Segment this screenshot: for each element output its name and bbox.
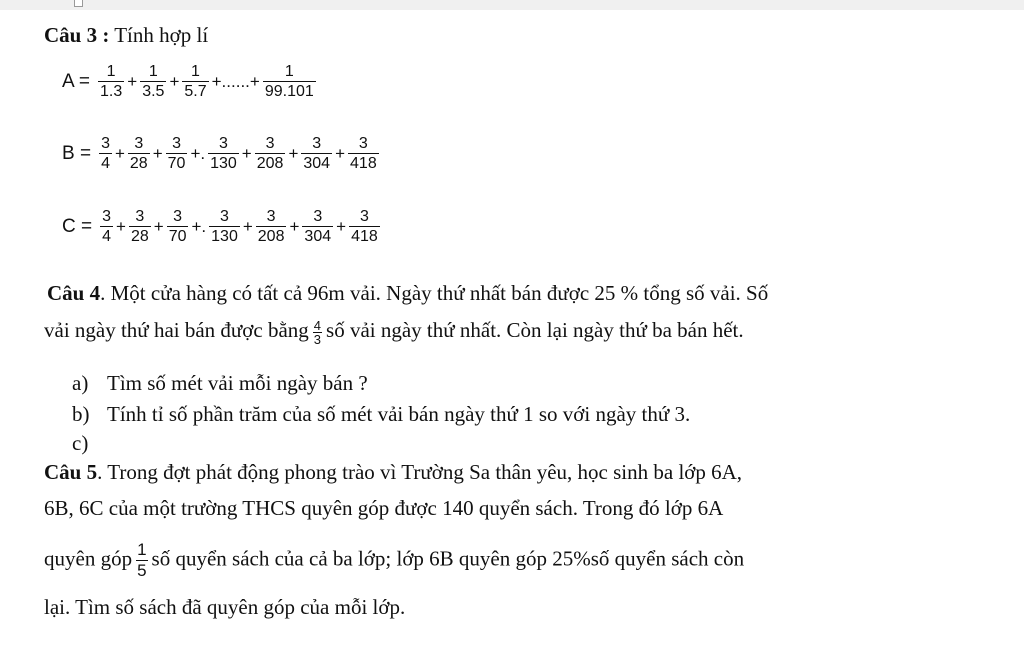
plus-operator: +	[241, 143, 252, 163]
fraction-term	[166, 134, 188, 173]
equation-a	[62, 62, 318, 101]
fraction-numerator: 3	[134, 135, 144, 152]
q3-title-text: Tính hợp lí	[109, 23, 209, 47]
q5-line-4: lại. Tìm số sách đã quyên góp của mỗi lớp.	[44, 595, 406, 619]
fraction-numerator: 3	[359, 208, 369, 225]
top-toolbar-strip	[0, 0, 1024, 10]
fraction-numerator: 3	[218, 135, 228, 152]
fraction-term	[128, 134, 150, 173]
window-handle-icon	[74, 0, 83, 7]
fraction-numerator: 3	[172, 135, 181, 152]
plus-operator: +.	[191, 216, 207, 236]
fraction-denominator: 70	[167, 155, 186, 172]
item-label: c)	[72, 431, 89, 455]
plus-operator: +	[127, 71, 138, 91]
fraction-denominator: 5	[137, 561, 147, 580]
plus-operator: +	[242, 216, 253, 236]
fraction-numerator: 4	[313, 317, 322, 333]
fraction-numerator: 3	[313, 208, 323, 225]
fraction-denominator: 304	[304, 228, 332, 245]
fraction-denominator: 304	[303, 155, 331, 172]
fraction-numerator: 1	[284, 63, 294, 80]
plus-operator: +	[152, 143, 163, 163]
plus-operator: +	[335, 143, 346, 163]
q4-item-b	[72, 401, 690, 427]
fraction-term	[349, 207, 380, 246]
fraction-numerator: 1	[148, 63, 158, 80]
q4-line-1	[47, 280, 768, 306]
item-text: Tìm số mét vải mỗi ngày bán ?	[107, 371, 368, 395]
fraction-denominator: 130	[211, 228, 238, 245]
item-label: b)	[72, 402, 90, 426]
q4-line-2-after: số vải ngày thứ nhất. Còn lại ngày thứ ba bán hết.	[326, 318, 744, 342]
fraction-term	[301, 134, 332, 173]
plus-operator: +.	[190, 143, 206, 163]
q5-title-label: Câu 5	[44, 460, 98, 484]
fraction-term	[209, 207, 240, 246]
fraction-numerator: 3	[173, 208, 183, 225]
equation-label: C =	[62, 215, 93, 237]
plus-operator: +	[114, 143, 125, 163]
fraction-numerator: 1	[191, 63, 200, 80]
fraction-denominator: 3.5	[142, 83, 165, 100]
fraction-term	[167, 207, 189, 246]
fraction-numerator: 3	[358, 135, 368, 152]
q3-title-label: Câu 3 :	[44, 23, 110, 47]
q4-title-label: Câu 4	[47, 281, 101, 305]
q4-line-1-text: . Một cửa hàng có tất cả 96m vải. Ngày thứ nhất bán được 25 % tổng số vải. Số	[100, 281, 769, 305]
fraction-numerator: 3	[135, 208, 145, 225]
fraction-numerator: 3	[265, 135, 275, 152]
q4-item-c	[72, 430, 107, 456]
fraction-term	[98, 62, 124, 101]
fraction-denominator: 1.3	[100, 83, 123, 100]
plus-operator: +	[116, 216, 126, 236]
fraction-term	[140, 62, 166, 101]
fraction-denominator: 418	[351, 228, 378, 245]
equation-label: B =	[62, 142, 92, 164]
fraction-term	[348, 134, 379, 173]
fraction-denominator: 208	[257, 228, 285, 245]
fraction-term	[208, 134, 239, 173]
fraction-denominator: 28	[130, 228, 149, 245]
equation-c	[62, 207, 382, 246]
q4-line-2	[44, 317, 744, 346]
fraction-term	[255, 134, 286, 173]
fraction-denominator: 99.101	[264, 83, 314, 100]
fraction-term	[256, 207, 287, 246]
fraction-denominator: 418	[350, 155, 377, 172]
fraction-1-5	[136, 540, 147, 581]
fraction-denominator: 4	[102, 228, 112, 245]
fraction-4-3	[313, 319, 322, 346]
fraction-numerator: 3	[220, 208, 229, 225]
q5-line-3	[44, 540, 744, 581]
fraction-numerator: 1	[137, 540, 147, 559]
q4-line-2-before: vải ngày thứ hai bán được bằng	[44, 318, 309, 342]
fraction-denominator: 130	[210, 155, 237, 172]
item-text: Tính tỉ số phần trăm của số mét vải bán ngày thứ 1 so với ngày thứ 3.	[107, 402, 691, 426]
fraction-denominator: 28	[129, 155, 148, 172]
q5-line-3-after: số quyển sách của cả ba lớp; lớp 6B quyên góp 25%số quyển sách còn	[151, 546, 745, 571]
fraction-term	[99, 134, 112, 173]
fraction-numerator: 3	[101, 135, 110, 152]
fraction-term	[182, 62, 208, 101]
q3-title	[44, 22, 208, 48]
plus-operator: +	[336, 216, 347, 236]
q5-line-3-before: quyên góp	[44, 546, 133, 571]
plus-operator: +	[153, 216, 164, 236]
q5-line-1-text: . Trong đợt phát động phong trào vì Trường Sa thân yêu, học sinh ba lớp 6A,	[97, 460, 743, 484]
fraction-denominator: 3	[313, 331, 322, 347]
fraction-numerator: 3	[312, 135, 322, 152]
fraction-denominator: 4	[101, 155, 110, 172]
q5-line-1	[44, 459, 742, 485]
q5-line-2: 6B, 6C của một trường THCS quyên góp được 140 quyển sách. Trong đó lớp 6A	[44, 496, 724, 520]
plus-operator: +	[169, 71, 180, 91]
fraction-term	[129, 207, 151, 246]
equation-b	[62, 134, 381, 173]
fraction-term	[100, 207, 113, 246]
fraction-numerator: 3	[266, 208, 276, 225]
fraction-numerator: 1	[106, 63, 116, 80]
q4-item-a	[72, 370, 368, 396]
fraction-term	[302, 207, 333, 246]
equation-label: A =	[62, 70, 90, 92]
plus-operator: +	[289, 216, 300, 236]
plus-operator: +......+	[211, 71, 260, 91]
fraction-denominator: 70	[168, 228, 187, 245]
fraction-numerator: 3	[102, 208, 112, 225]
item-label: a)	[72, 371, 89, 395]
plus-operator: +	[288, 143, 299, 163]
fraction-denominator: 208	[256, 155, 284, 172]
fraction-term	[263, 62, 316, 101]
fraction-denominator: 5.7	[184, 83, 207, 100]
